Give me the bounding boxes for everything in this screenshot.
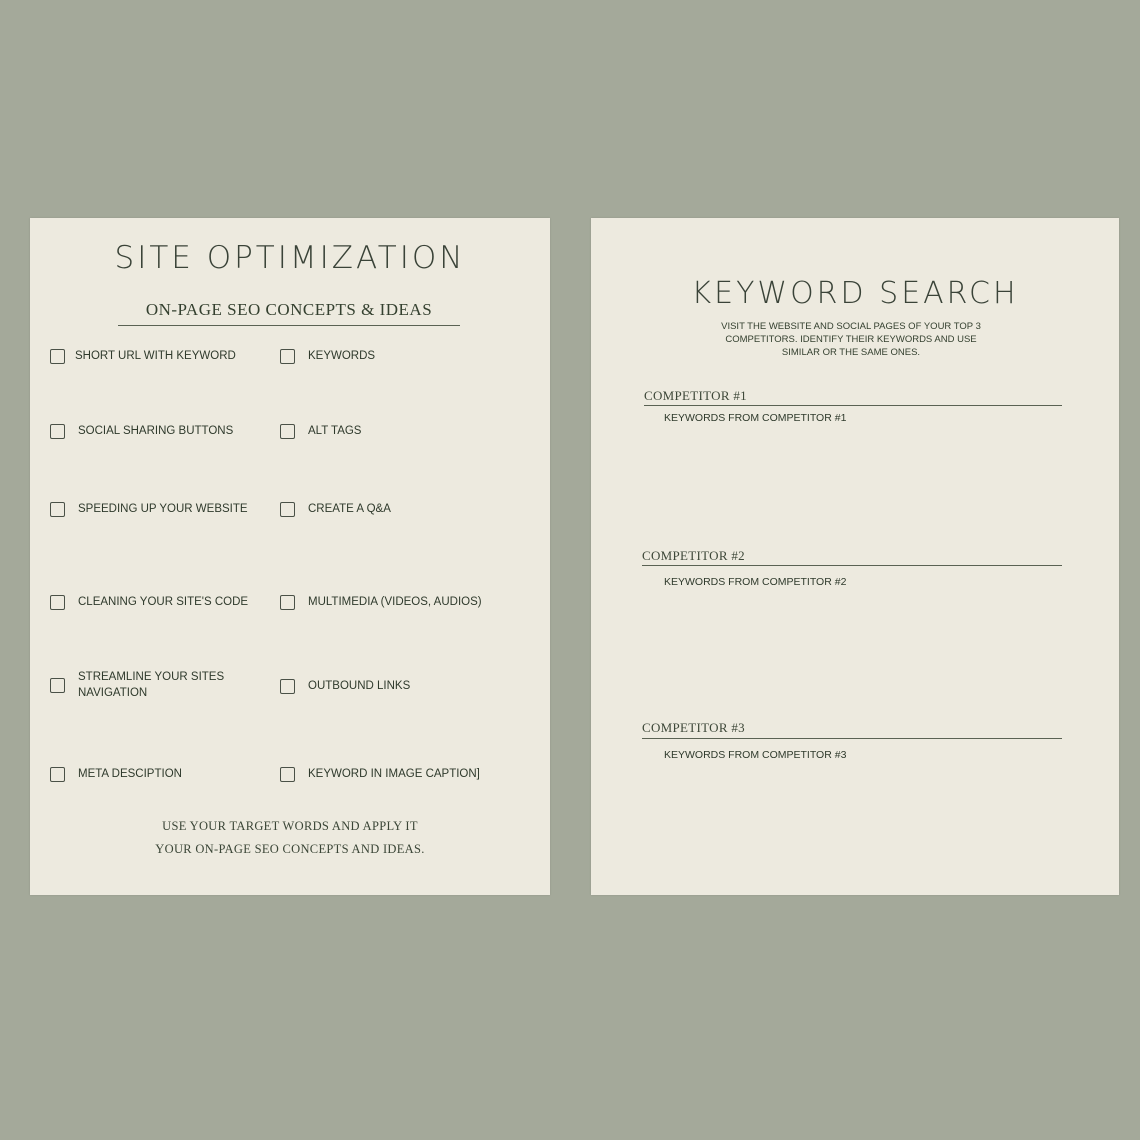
competitor-label: COMPETITOR #3 xyxy=(642,720,745,735)
subtitle-underline xyxy=(118,325,460,326)
checklist-item-label: SPEEDING UP YOUR WEBSITE xyxy=(78,503,248,515)
checklist-item[interactable] xyxy=(280,501,391,517)
checkbox[interactable] xyxy=(50,424,65,439)
footer-note xyxy=(30,815,550,861)
checklist-item-label: MULTIMEDIA (VIDEOS, AUDIOS) xyxy=(308,596,482,608)
competitor-keywords-label: KEYWORDS FROM COMPETITOR #1 xyxy=(664,412,847,424)
competitor-keywords-label: KEYWORDS FROM COMPETITOR #2 xyxy=(664,576,847,588)
checkbox[interactable] xyxy=(280,349,295,364)
page-subtitle: ON-PAGE SEO CONCEPTS & IDEAS xyxy=(145,300,433,319)
page-title: SITE OPTIMIZATION xyxy=(114,240,466,276)
checkbox[interactable] xyxy=(280,502,295,517)
checklist-item-label: SHORT URL WITH KEYWORD xyxy=(75,350,236,362)
page-title: KEYWORD SEARCH xyxy=(691,276,1019,311)
checklist-item-label: SOCIAL SHARING BUTTONS xyxy=(78,425,234,437)
competitor-line xyxy=(644,405,1062,406)
footer-line-1: USE YOUR TARGET WORDS AND APPLY IT xyxy=(162,819,418,833)
intro-line-1: VISIT THE WEBSITE AND SOCIAL PAGES OF YOUR TOP 3 xyxy=(721,321,981,332)
checkbox[interactable] xyxy=(50,595,65,610)
checkbox[interactable] xyxy=(280,679,295,694)
checkbox[interactable] xyxy=(280,424,295,439)
checklist-item[interactable] xyxy=(280,594,482,610)
intro-line-3: SIMILAR OR THE SAME ONES. xyxy=(781,347,921,358)
competitor-line xyxy=(642,738,1062,739)
checklist-item[interactable] xyxy=(280,423,361,439)
intro-text xyxy=(711,320,991,359)
checklist-item-label: CREATE A Q&A xyxy=(308,503,391,515)
site-optimization-page xyxy=(30,218,550,895)
competitor-label: COMPETITOR #2 xyxy=(642,548,745,563)
checklist-item-label: STREAMLINE YOUR SITES NAVIGATION xyxy=(78,671,225,699)
checklist-item-label: META DESCIPTION xyxy=(78,768,182,780)
checklist-item-label: CLEANING YOUR SITE'S CODE xyxy=(78,596,249,608)
checkbox[interactable] xyxy=(50,767,65,782)
checklist-item[interactable] xyxy=(50,423,233,439)
checkbox[interactable] xyxy=(50,349,65,364)
checklist-item-label: KEYWORD IN IMAGE CAPTION] xyxy=(308,768,480,780)
checklist-item[interactable] xyxy=(50,669,224,701)
checklist-item[interactable] xyxy=(50,501,248,517)
checkbox[interactable] xyxy=(280,767,295,782)
checkbox[interactable] xyxy=(280,595,295,610)
checklist-item-label: KEYWORDS xyxy=(308,350,376,362)
intro-line-2: COMPETITORS. IDENTIFY THEIR KEYWORDS AND USE xyxy=(725,334,977,345)
checklist-item[interactable] xyxy=(50,594,248,610)
competitor-line xyxy=(642,565,1062,566)
checklist-item[interactable] xyxy=(50,348,236,364)
checklist-item[interactable] xyxy=(280,766,480,782)
footer-line-2: YOUR ON-PAGE SEO CONCEPTS AND IDEAS. xyxy=(155,842,425,856)
checklist-item[interactable] xyxy=(280,348,375,364)
checklist-item[interactable] xyxy=(50,766,182,782)
competitor-label: COMPETITOR #1 xyxy=(644,388,747,403)
checklist-item-label: ALT TAGS xyxy=(308,425,362,437)
checkbox[interactable] xyxy=(50,502,65,517)
checkbox[interactable] xyxy=(50,678,65,693)
competitor-keywords-label: KEYWORDS FROM COMPETITOR #3 xyxy=(664,749,847,761)
checklist-item-label: OUTBOUND LINKS xyxy=(308,680,411,692)
keyword-search-page xyxy=(591,218,1119,895)
checklist-item[interactable] xyxy=(280,678,410,694)
